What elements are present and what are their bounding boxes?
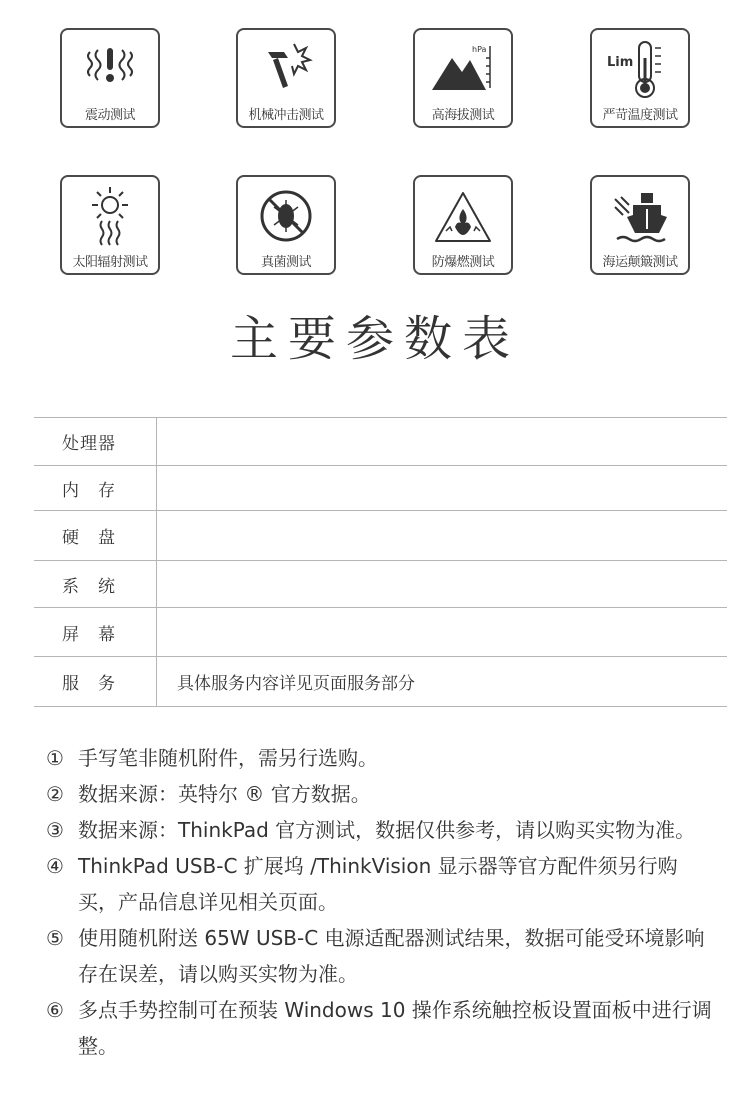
table-row bbox=[34, 418, 727, 466]
vibration-test-card bbox=[60, 28, 160, 128]
spec-value: 具体服务内容详见页面服务部分 bbox=[177, 674, 415, 694]
mountain-pressure-icon bbox=[428, 38, 498, 98]
fungus-test-card bbox=[236, 175, 336, 275]
spec-key: 内 存 bbox=[34, 466, 157, 510]
note-text: 数据来源：英特尔 ® 官方数据。 bbox=[78, 782, 371, 806]
list-item bbox=[46, 920, 716, 992]
list-item bbox=[46, 740, 716, 776]
icon-label: 真菌测试 bbox=[260, 255, 311, 270]
icon-label: 高海拔测试 bbox=[431, 108, 495, 123]
page-title: 主要参数表 bbox=[229, 311, 520, 367]
spec-value bbox=[157, 608, 727, 656]
sea-transport-test-card bbox=[590, 175, 690, 275]
table-row bbox=[34, 657, 727, 707]
table-row bbox=[34, 561, 727, 608]
spec-value bbox=[157, 418, 727, 465]
note-text: 手写笔非随机附件，需另行选购。 bbox=[78, 746, 378, 770]
note-text: 使用随机附送 65W USB-C 电源适配器测试结果，数据可能受环境影响存在误差，请以购买实物为准。 bbox=[78, 926, 705, 986]
spec-key: 硬 盘 bbox=[34, 511, 157, 560]
explosion-warning-icon bbox=[428, 185, 498, 247]
list-item bbox=[46, 776, 716, 812]
spec-key: 系 统 bbox=[34, 561, 157, 607]
spec-key: 处理器 bbox=[34, 418, 157, 465]
svg-text:hPa: hPa bbox=[472, 45, 487, 54]
icon-label: 海运颠簸测试 bbox=[602, 255, 678, 270]
no-bacteria-icon bbox=[254, 185, 318, 247]
note-number: ① bbox=[46, 746, 64, 770]
extreme-temperature-test-card bbox=[590, 28, 690, 128]
spec-key: 屏 幕 bbox=[34, 608, 157, 656]
note-number: ③ bbox=[46, 818, 64, 842]
spec-value bbox=[157, 466, 727, 510]
icon-label: 震动测试 bbox=[84, 108, 135, 123]
note-number: ⑥ bbox=[46, 998, 64, 1022]
high-altitude-test-card bbox=[413, 28, 513, 128]
icon-label: 太阳辐射测试 bbox=[72, 255, 148, 270]
note-text: 多点手势控制可在预装 Windows 10 操作系统触控板设置面板中进行调整。 bbox=[78, 998, 712, 1058]
note-text: 数据来源：ThinkPad 官方测试，数据仅供参考，请以购买实物为准。 bbox=[78, 818, 696, 842]
spec-value bbox=[157, 561, 727, 607]
notes-list bbox=[46, 740, 716, 1064]
note-number: ⑤ bbox=[46, 926, 64, 950]
mechanical-shock-test-card bbox=[236, 28, 336, 128]
icon-label: 严苛温度测试 bbox=[602, 108, 678, 123]
spec-key: 服 务 bbox=[34, 657, 157, 706]
thermometer-icon bbox=[605, 38, 675, 100]
table-row bbox=[34, 466, 727, 511]
list-item bbox=[46, 848, 716, 920]
list-item bbox=[46, 992, 716, 1064]
ship-wave-icon bbox=[605, 185, 675, 247]
spec-table bbox=[34, 417, 727, 707]
table-row bbox=[34, 511, 727, 561]
note-number: ④ bbox=[46, 854, 64, 878]
list-item bbox=[46, 812, 716, 848]
icon-label: 机械冲击测试 bbox=[248, 108, 324, 123]
vibration-icon bbox=[78, 38, 142, 98]
spec-value bbox=[157, 511, 727, 560]
svg-text:Lim: Lim bbox=[607, 55, 634, 70]
icon-label: 防爆燃测试 bbox=[431, 255, 495, 270]
sun-radiation-icon bbox=[78, 185, 142, 247]
note-text: ThinkPad USB-C 扩展坞 /ThinkVision 显示器等官方配件须另行购买，产品信息详见相关页面。 bbox=[78, 854, 678, 914]
table-row bbox=[34, 608, 727, 657]
hammer-impact-icon bbox=[254, 38, 318, 98]
solar-radiation-test-card bbox=[60, 175, 160, 275]
note-number: ② bbox=[46, 782, 64, 806]
explosion-proof-test-card bbox=[413, 175, 513, 275]
